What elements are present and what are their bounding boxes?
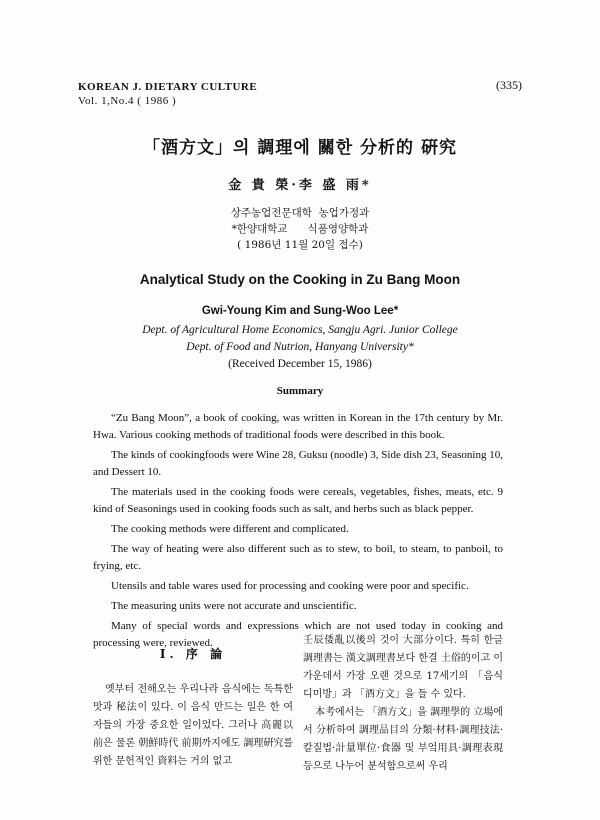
body-paragraph: 壬辰倭亂以後의 것이 大部分이다. 특히 한글 調理書는 漢文調理書보다 한결 土俗的이고 이 가운데서 가장 오랜 것으로 17세기의 「음식디미방」과 「酒方文」을 들 수 있다. bbox=[303, 635, 503, 700]
abstract-paragraph: The materials used in the cooking foods were cereals, vegetables, fishes, meats, etc. 9 kind of Seasonings used in cooking foods such as salt, and herbs such as black pepper. bbox=[93, 486, 503, 515]
english-affiliation-2: Dept. of Food and Nutrion, Hanyang University* bbox=[186, 341, 414, 353]
english-received-date: (Received December 15, 1986) bbox=[228, 358, 372, 370]
abstract-paragraph: Utensils and table wares used for processing and cooking were poor and specific. bbox=[111, 580, 469, 592]
body-paragraph: 本考에서는 「酒方文」을 調理學的 立場에서 分析하여 調理品目의 分類·材料·調理技法·칼질법·計量單位·食器 및 부엌用具·調理表現 등으로 나누어 분석함으로써 우리 bbox=[303, 707, 503, 772]
body-paragraph: 옛부터 전해오는 우리나라 음식에는 독특한 맛과 秘法이 있다. 이 음식 만드는 일은 한 여자들의 가장 중요한 일이었다. 그러나 高麗以前은 물론 朝鮮時代 前期까지에도 調理硏究를 위한 문헌적인 資料는 거의 없고 bbox=[93, 684, 293, 767]
korean-authors: 金 貴 榮·李 盛 雨* bbox=[228, 178, 372, 193]
abstract-paragraph: The measuring units were not accurate and unscientific. bbox=[111, 600, 357, 612]
body-left-column bbox=[93, 645, 293, 771]
english-affiliations bbox=[0, 322, 600, 373]
korean-affiliation-1: 상주농업전문대학 농업가정과 bbox=[230, 207, 370, 219]
abstract-paragraph: The way of heating were also different such as to stew, to boil, to steam, to panboil, to frying, etc. bbox=[93, 543, 503, 572]
journal-name: KOREAN J. DIETARY CULTURE bbox=[78, 81, 258, 93]
page-number: (335) bbox=[496, 78, 522, 92]
section-heading-introduction: Ⅰ. 序 論 bbox=[159, 647, 227, 661]
abstract-paragraph: “Zu Bang Moon”, a book of cooking, was written in Korean in the 17th century by Mr. Hwa. Various cooking methods of traditional foods were described in this book. bbox=[93, 412, 503, 441]
korean-affiliation-2: *한양대학교 식품영양학과 bbox=[231, 223, 369, 235]
korean-received-date: ( 1986년 11월 20일 접수) bbox=[237, 239, 363, 251]
journal-volume: Vol. 1,No.4 ( 1986 ) bbox=[78, 95, 177, 107]
abstract-paragraph: Many of special words and expressions which are not used today in cooking and processing were, reviewed. bbox=[93, 620, 503, 649]
english-title: Analytical Study on the Cooking in Zu Bang Moon bbox=[139, 272, 461, 287]
journal-header bbox=[78, 80, 257, 108]
english-authors: Gwi-Young Kim and Sung-Woo Lee* bbox=[201, 305, 399, 317]
abstract-paragraph: The kinds of cookingfoods were Wine 28, Guksu (noodle) 3, Side dish 23, Seasoning 10, and Dessert 10. bbox=[93, 449, 503, 478]
korean-title: 「酒方文」의 調理에 關한 分析的 硏究 bbox=[143, 138, 457, 158]
english-affiliation-1: Dept. of Agricultural Home Economics, Sangju Agri. Junior College bbox=[142, 324, 458, 336]
abstract bbox=[93, 410, 503, 655]
abstract-paragraph: The cooking methods were different and complicated. bbox=[111, 523, 349, 535]
body-right-column bbox=[303, 632, 503, 776]
korean-affiliations bbox=[0, 205, 600, 253]
summary-heading: Summary bbox=[276, 385, 324, 397]
